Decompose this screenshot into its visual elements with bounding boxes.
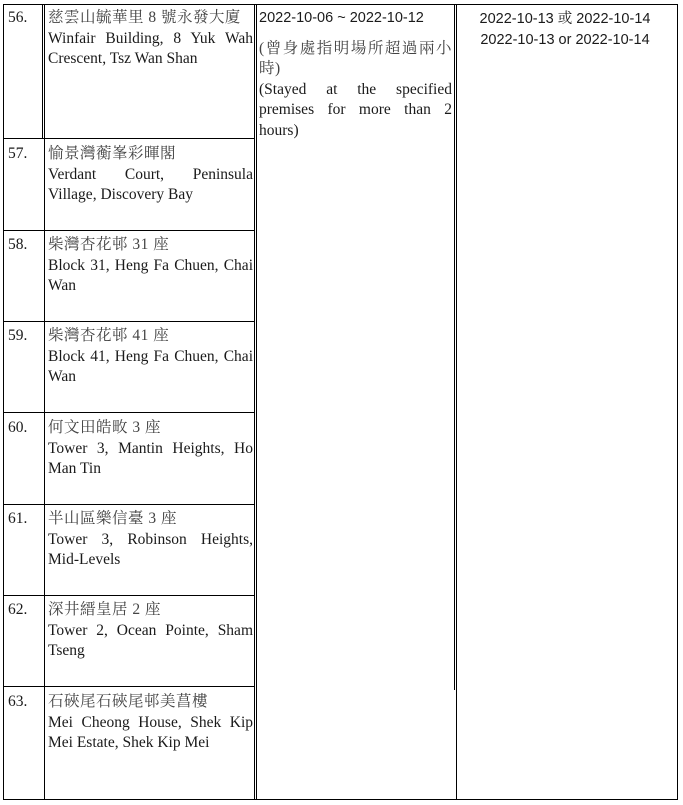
table-border-left — [3, 4, 4, 800]
period-note-zh: (曾身處指明場所超過兩小時) — [259, 39, 452, 77]
column-divider — [44, 4, 45, 800]
premises-name — [48, 509, 253, 571]
table-border-right — [677, 4, 678, 800]
testing-dates-zh: 2022-10-13 或 2022-10-14 — [479, 11, 651, 27]
premises-name-en: Tower 3, Robinson Heights, Mid-Levels — [48, 530, 253, 568]
row-number: 58. — [8, 236, 28, 253]
premises-name-zh: 柴灣杏花邨 41 座 — [48, 327, 170, 344]
premises-name-zh: 深井縉皇居 2 座 — [48, 601, 162, 618]
premises-name — [48, 418, 253, 480]
premises-name-en: Tower 3, Mantin Heights, Ho Man Tin — [48, 439, 253, 477]
specified-period — [259, 8, 452, 141]
row-number: 59. — [8, 327, 28, 344]
row-number: 60. — [8, 419, 28, 436]
premises-name — [48, 8, 253, 70]
premises-name — [48, 144, 253, 206]
premises-name-en: Verdant Court, Peninsula Village, Discovery Bay — [48, 165, 253, 203]
premises-name — [48, 600, 253, 662]
testing-dates-en: 2022-10-13 or 2022-10-14 — [480, 31, 650, 48]
premises-name-zh: 半山區樂信臺 3 座 — [48, 510, 178, 527]
row-divider — [3, 412, 255, 413]
row-number: 63. — [8, 693, 28, 710]
testing-dates — [459, 9, 671, 50]
premises-name-zh: 柴灣杏花邨 31 座 — [48, 236, 170, 253]
row-divider — [3, 230, 255, 231]
row-divider — [3, 138, 255, 139]
premises-name-zh: 何文田皓畋 3 座 — [48, 419, 162, 436]
row-divider — [3, 686, 255, 687]
premises-name — [48, 326, 253, 388]
premises-name-en: Block 31, Heng Fa Chuen, Chai Wan — [48, 256, 253, 294]
premises-name-en: Block 41, Heng Fa Chuen, Chai Wan — [48, 347, 253, 385]
premises-name-en: Winfair Building, 8 Yuk Wah Crescent, Tsz Wan Shan — [48, 29, 253, 67]
row-number: 57. — [8, 145, 28, 162]
row-number: 61. — [8, 510, 28, 527]
premises-name-zh: 石硤尾石硤尾邨美菖樓 — [48, 693, 209, 710]
column-divider — [256, 4, 257, 800]
column-divider — [254, 4, 255, 800]
period-note-en: (Stayed at the specified premises for more than 2 hours) — [259, 80, 452, 139]
premises-name — [48, 235, 253, 297]
premises-name-en: Mei Cheong House, Shek Kip Mei Estate, Shek Kip Mei — [48, 713, 253, 751]
premises-name-zh: 慈雲山毓華里 8 號永發大廈 — [48, 9, 242, 26]
row-divider — [3, 321, 255, 322]
premises-name — [48, 692, 253, 754]
row-number: 56. — [8, 9, 28, 26]
table-border-bottom — [3, 799, 678, 800]
column-divider — [456, 4, 457, 800]
premises-name-zh: 愉景灣蘅峯彩暉閣 — [48, 145, 177, 162]
row-divider — [3, 4, 678, 5]
row-divider — [3, 504, 255, 505]
row-number: 62. — [8, 601, 28, 618]
premises-name-en: Tower 2, Ocean Pointe, Sham Tseng — [48, 621, 253, 659]
row-divider — [3, 595, 255, 596]
premises-table — [3, 4, 678, 800]
period-range: 2022-10-06 ~ 2022-10-12 — [259, 10, 424, 26]
column-divider — [42, 4, 43, 138]
column-divider — [454, 4, 455, 690]
